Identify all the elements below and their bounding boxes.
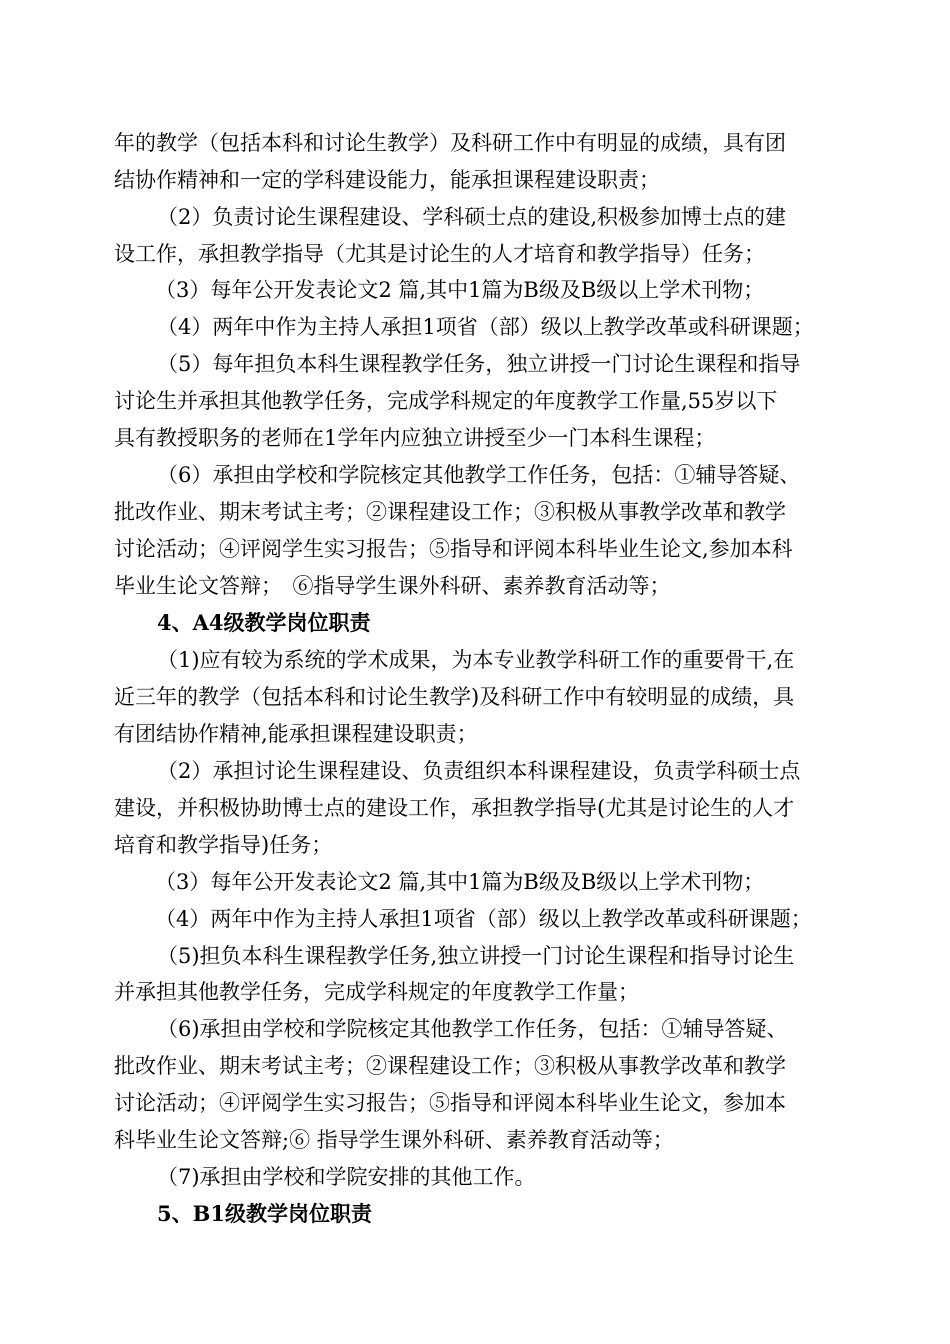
text-line: 建设，并积极协助博士点的建设工作，承担教学指导(尤其是讨论生的人才 <box>114 796 795 820</box>
text-line: （2）承担讨论生课程建设、负责组织本科课程建设，负责学科硕士点 <box>157 759 801 783</box>
text-line: （6)承担由学校和学院核定其他教学工作任务，包括：①辅导答疑、 <box>157 1017 788 1041</box>
text-line: 近三年的教学（包括本科和讨论生教学)及科研工作中有较明显的成绩，具 <box>114 685 795 709</box>
text-line: 讨论活动；④评阅学生实习报告；⑤指导和评阅本科毕业生论文,参加本科 <box>114 537 793 561</box>
text-line: （1)应有较为系统的学术成果，为本专业教学科研工作的重要骨干,在 <box>157 648 795 672</box>
text-line: 有团结协作精神,能承担课程建设职责； <box>114 722 478 746</box>
text-line: （3）每年公开发表论文2 篇,其中1篇为B级及B级以上学术刊物； <box>155 278 765 302</box>
text-line: 具有教授职务的老师在1学年内应独立讲授至少一门本科生课程； <box>114 426 716 450</box>
text-line: 讨论生并承担其他教学任务，完成学科规定的年度教学工作量,55岁以下 <box>114 389 778 413</box>
section-heading-b1: 5、B1级教学岗位职责 <box>157 1201 372 1226</box>
text-line: 设工作，承担教学指导（尤其是讨论生的人才培育和教学指导）任务； <box>114 242 765 266</box>
text-line: （4）两年中作为主持人承担1项省（部）级以上教学改革或科研课题； <box>157 315 814 339</box>
text-line: 毕业生论文答辩； ⑥指导学生课外科研、素养教育活动等； <box>114 574 671 598</box>
text-line: 结协作精神和一定的学科建设能力，能承担课程建设职责； <box>114 168 660 192</box>
text-line: （6）承担由学校和学院核定其他教学工作任务，包括：①辅导答疑、 <box>157 463 801 487</box>
text-line: （3）每年公开发表论文2 篇,其中1篇为B级及B级以上学术刊物； <box>155 870 765 894</box>
text-line: 科毕业生论文答辩;⑥ 指导学生课外科研、素养教育活动等； <box>114 1128 674 1152</box>
text-line: 并承担其他教学任务，完成学科规定的年度教学工作量； <box>114 980 639 1004</box>
text-line: 培育和教学指导)任务； <box>114 833 333 857</box>
text-line: （7)承担由学校和学院安排的其他工作。 <box>157 1165 536 1189</box>
text-line: （4）两年中作为主持人承担1项省（部）级以上教学改革或科研课题； <box>155 907 812 931</box>
text-line: 讨论活动；④评阅学生实习报告；⑤指导和评阅本科毕业生论文，参加本 <box>114 1091 786 1115</box>
text-line: 批改作业、期末考试主考；②课程建设工作；③积极从事教学改革和教学 <box>114 1054 786 1078</box>
text-line: （5)担负本科生课程教学任务,独立讲授一门讨论生课程和指导讨论生 <box>157 944 795 968</box>
text-line: （2）负责讨论生课程建设、学科硕士点的建设,积极参加博士点的建 <box>157 205 787 229</box>
text-line: 批改作业、期末考试主考；②课程建设工作；③积极从事教学改革和教学 <box>114 500 786 524</box>
text-line: （5）每年担负本科生课程教学任务，独立讲授一门讨论生课程和指导 <box>157 352 801 376</box>
section-heading-a4: 4、A4级教学岗位职责 <box>157 610 371 635</box>
text-line: 年的教学（包括本科和讨论生教学）及科研工作中有明显的成绩，具有团 <box>114 131 786 155</box>
